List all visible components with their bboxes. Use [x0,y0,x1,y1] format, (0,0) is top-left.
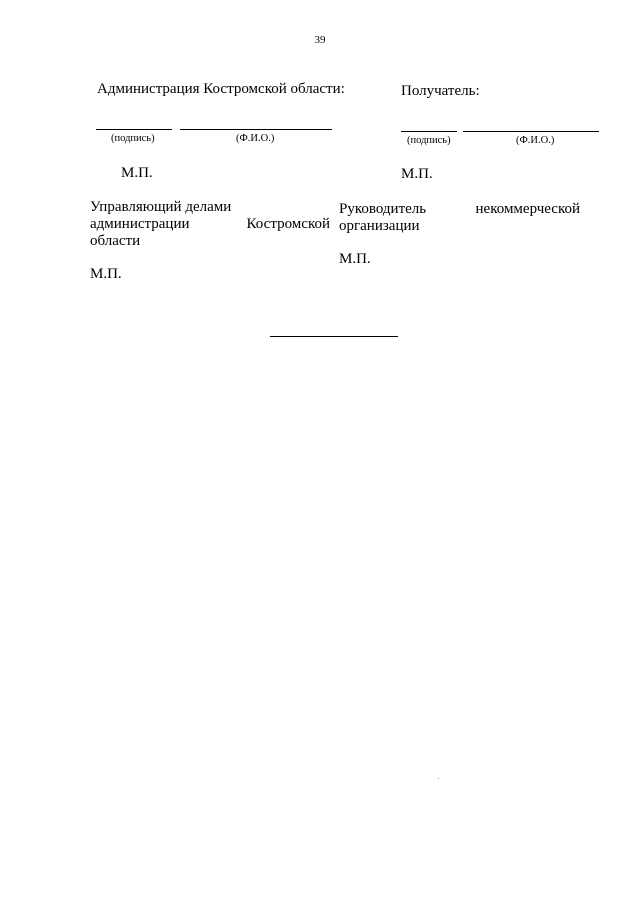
left-name-line [180,129,332,130]
left-party-title: Администрация Костромской области: [97,81,345,97]
right-official-line2: организации [339,218,420,234]
left-official-line3: области [90,233,141,249]
right-signature-label: (подпись) [407,135,451,146]
left-official-stamp: М.П. [90,266,122,282]
right-official-word-noncommercial: некоммерческой [475,201,580,217]
left-official-line1: Управляющий делами [90,199,232,215]
left-stamp: М.П. [121,165,153,181]
right-stamp: М.П. [401,166,433,182]
left-name-label: (Ф.И.О.) [236,133,275,144]
left-official-word-administration: администрации [90,216,190,232]
right-name-line [463,131,599,132]
right-signature-line [401,131,457,132]
right-party-title: Получатель: [401,83,480,99]
left-official-line2 [90,216,330,233]
left-signature-label: (подпись) [111,133,155,144]
page-number: 39 [314,34,326,46]
closing-separator [270,336,398,337]
right-official-word-head: Руководитель [339,201,427,217]
left-official-word-kostroma: Костромской [246,216,330,232]
scan-speck [438,778,439,779]
left-signature-line [96,129,172,130]
right-official-stamp: М.П. [339,251,371,267]
right-official-line1 [339,201,580,218]
right-name-label: (Ф.И.О.) [516,135,555,146]
